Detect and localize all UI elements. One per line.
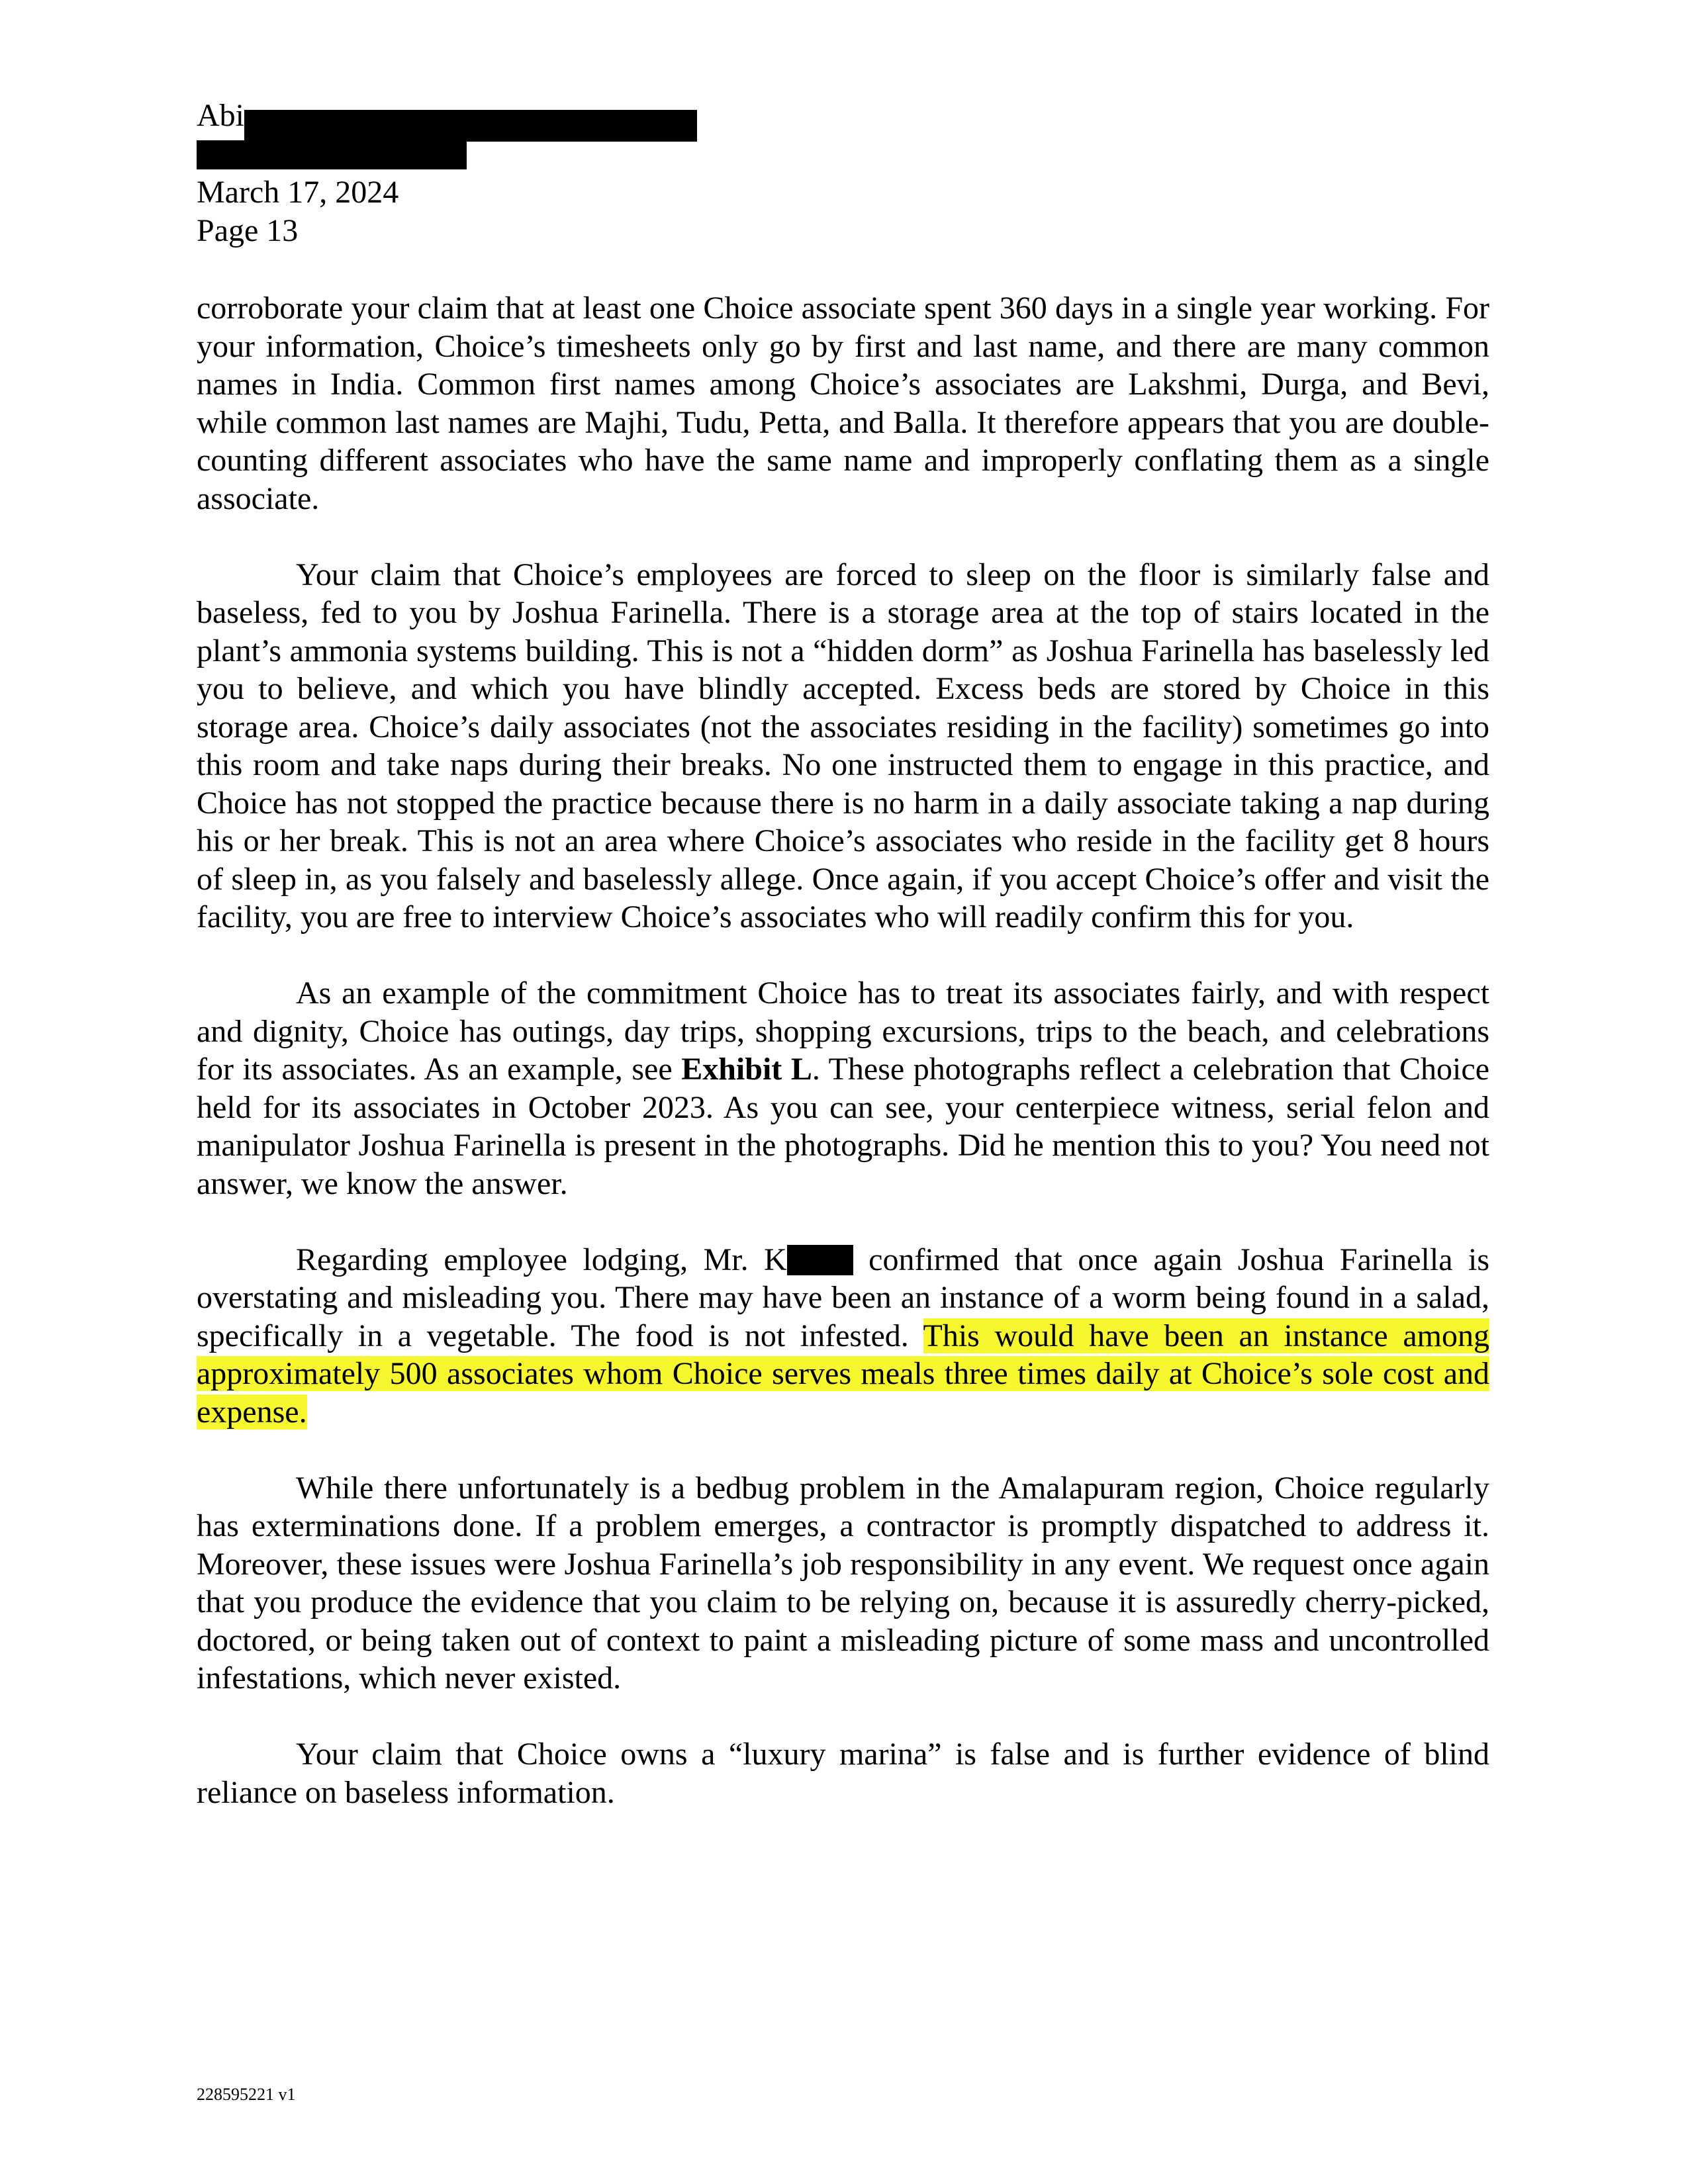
paragraph-3: [197, 974, 1489, 1203]
letter-body: [197, 289, 1489, 1850]
letter-date: March 17, 2024: [197, 175, 399, 210]
paragraph-1: corroborate your claim that at least one Choice associate spent 360 days in a single year working. For your information, Choice’s timesheets only go by first and last name, and there are many common names in India. Common first names among Choice’s associates are Lakshmi, Durga, and Bevi, while common last names are Majhi, Tudu, Petta, and Balla. It therefore appears that you are double-counting different associates who have the same name and improperly conflating them as a single associate.: [197, 291, 1489, 516]
page-number: Page 13: [197, 213, 299, 248]
letter-header: [197, 97, 859, 250]
highlighted-text: This would have been an instance among approximately 500 associates whom Choice serves meals three times daily at Choice’s sole cost and expense.: [197, 1318, 1490, 1430]
paragraph-3-text-a: As an example of the commitment Choice has to treat its associates fairly, and with respect and dignity, Choice has outings, day trips, shopping excursions, trips to the beach, and celebrations for its associates. As an example, see: [197, 976, 1489, 1087]
redaction-bar-line-2: [197, 140, 467, 169]
redaction-bar-inline: [787, 1245, 853, 1275]
recipient-line-2: [197, 135, 859, 173]
exhibit-reference: Exhibit L: [681, 1052, 812, 1087]
recipient-name-line: [197, 97, 859, 135]
document-id-footer: 228595221 v1: [197, 2085, 296, 2104]
paragraph-2: Your claim that Choice’s employees are forced to sleep on the floor is similarly false and baseless, fed to you by Joshua Farinella. There is a storage area at the top of stairs located in the plant’s ammonia systems building. This is not a “hidden dorm” as Joshua Farinella has baselessly led you to believe, and which you have blindly accepted. Excess beds are stored by Choice in this storage area. Choice’s daily associates (not the associates residing in the facility) sometimes go into this room and take naps during their breaks. No one instructed them to engage in this practice, and Choice has not stopped the practice because there is no harm in a daily associate taking a nap during his or her break. This is not an area where Choice’s associates who reside in the facility get 8 hours of sleep in, as you falsely and baselessly allege. Once again, if you accept Choice’s offer and visit the facility, you are free to interview Choice’s associates who will readily confirm this for you.: [197, 557, 1489, 934]
recipient-name-visible: Abi: [197, 98, 244, 133]
paragraph-4-text-a: Regarding employee lodging, Mr. K: [296, 1242, 787, 1277]
paragraph-5: While there unfortunately is a bedbug problem in the Amalapuram region, Choice regularly has exterminations done. If a problem emerges, a contractor is promptly dispatched to address it. Moreover, these issues were Joshua Farinella’s job responsibility in any event. We request once again that you produce the evidence that you claim to be relying on, because it is assuredly cherry-picked, doctored, or being taken out of context to paint a misleading picture of some mass and uncontrolled infestations, which never existed.: [197, 1470, 1489, 1696]
paragraph-3-text-b: . These photographs reflect a celebration that Choice held for its associates in October 2023. As you can see, your centerpiece witness, serial felon and manipulator Joshua Farinella is present in the photographs. Did he mention this to you? You need not answer, we know the answer.: [197, 1052, 1490, 1201]
paragraph-4-text-b: confirmed that once again Joshua Farinella is overstating and misleading you. There may have been an instance of a worm being found in a salad, specifically in a vegetable. The food is not infested.: [197, 1242, 1489, 1353]
paragraph-4: [197, 1241, 1489, 1432]
paragraph-6: Your claim that Choice owns a “luxury marina” is false and is further evidence of blind reliance on baseless information.: [197, 1737, 1489, 1810]
